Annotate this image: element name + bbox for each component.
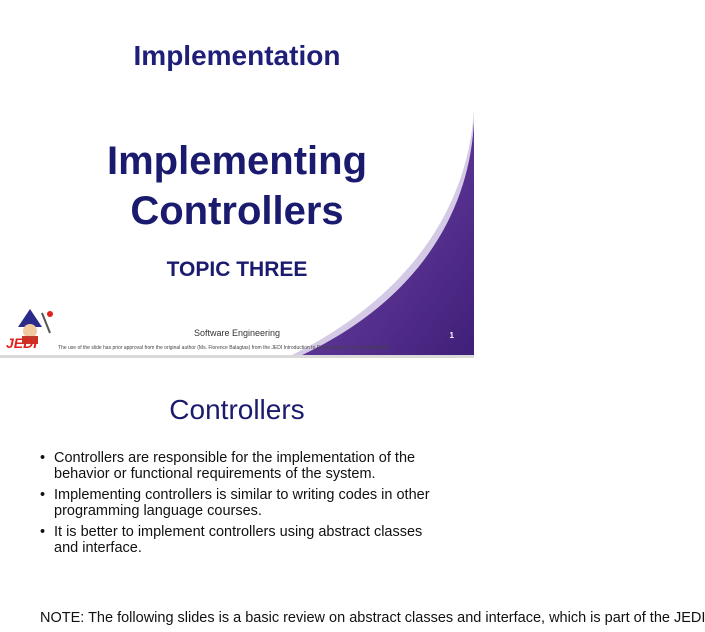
bullet-text: Implementing controllers is similar to writing codes in other programming language courses. bbox=[54, 487, 430, 519]
title-line-2: Controllers bbox=[130, 189, 344, 233]
section-heading: Implementation bbox=[133, 40, 341, 71]
bullet-icon: • bbox=[40, 450, 46, 466]
list-item bbox=[34, 487, 434, 519]
bullet-text: It is better to implement controllers using abstract classes and interface. bbox=[54, 524, 423, 556]
title-slide bbox=[0, 0, 474, 356]
bullet-text: Controllers are responsible for the implementation of the behavior or functional requirements of the system. bbox=[54, 450, 416, 482]
slide-title bbox=[0, 136, 474, 236]
note-text: NOTE: The following slides is a basic review on abstract classes and interface, which is part of the JEDI bbox=[40, 610, 705, 626]
slide-title: Controllers bbox=[169, 394, 305, 425]
list-item bbox=[34, 524, 434, 556]
approval-notice: The use of the slide has prior approval from the original author (Ms. Florence Balagtas) from the JEDI Introduction to Programming I Course Materials. bbox=[58, 345, 391, 351]
topic-label: TOPIC THREE bbox=[166, 258, 308, 281]
jedi-logo-text: JEDI bbox=[6, 335, 38, 351]
content-slide bbox=[0, 358, 705, 632]
page-number: 1 bbox=[449, 331, 454, 340]
bullet-icon: • bbox=[40, 524, 46, 540]
footer-course-name: Software Engineering bbox=[193, 328, 281, 338]
title-line-1: Implementing bbox=[106, 139, 368, 183]
list-item bbox=[34, 450, 434, 482]
bullet-icon: • bbox=[40, 487, 46, 503]
bullet-list bbox=[34, 450, 434, 561]
